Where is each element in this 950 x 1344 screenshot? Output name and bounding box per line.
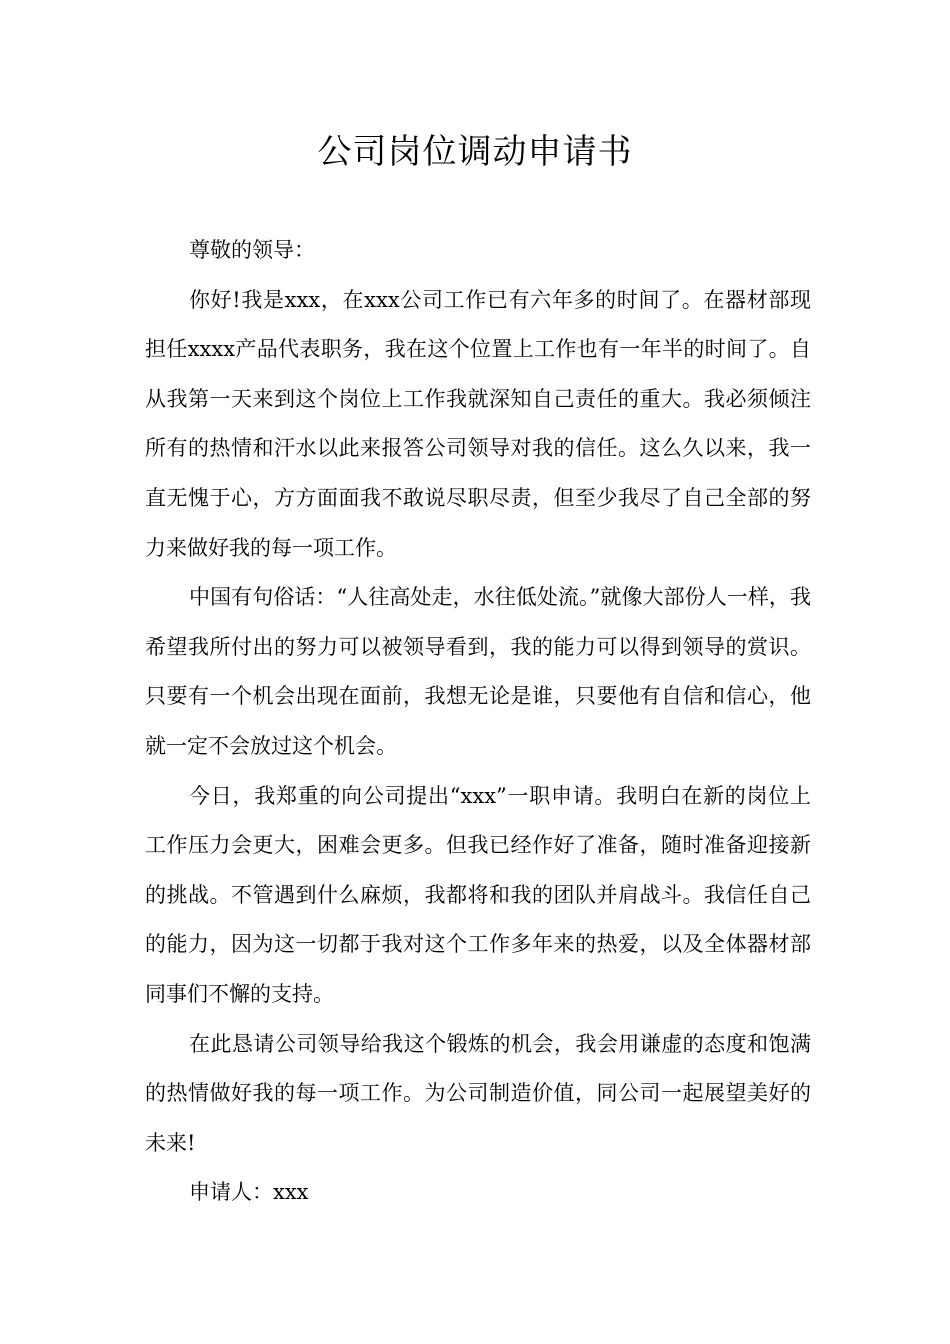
- body-paragraph-1: 你好!我是xxx，在xxx公司工作已有六年多的时间了。在器材部现担任xxxx产品代表职务，我在这个位置上工作也有一年半的时间了。自从我第一天来到这个岗位上工作我就深知自己责任的重大。我必须倾注所有的热情和汗水以此来报答公司领导对我的信任。这么久以来，我一直无愧于心，方方面面我不敢说尽职尽责，但至少我尽了自己全部的努力来做好我的每一项工作。: [145, 287, 811, 560]
- document-title: 公司岗位调动申请书: [317, 132, 633, 172]
- body-paragraph-4: 在此恳请公司领导给我这个锻炼的机会，我会用谦虚的态度和饱满的热情做好我的每一项工作。为公司制造价值，同公司一起展望美好的未来!: [145, 1031, 811, 1155]
- salutation: 尊敬的领导：: [189, 238, 315, 262]
- signature-line: 申请人：xxx: [189, 1180, 309, 1205]
- body-paragraph-2: 中国有句俗话：“人往高处走，水往低处流。”就像大部份人一样，我希望我所付出的努力可以被领导看到，我的能力可以得到领导的赏识。只要有一个机会出现在面前，我想无论是谁，只要他有自信和信心，他就一定不会放过这个机会。: [145, 585, 811, 758]
- document-body: [145, 226, 811, 1218]
- body-paragraph-3: 今日，我郑重的向公司提出“xxx”一职申请。我明白在新的岗位上工作压力会更大，困难会更多。但我已经作好了准备，随时准备迎接新的挑战。不管遇到什么麻烦，我都将和我的团队并肩战斗。我信任自己的能力，因为这一切都于我对这个工作多年来的热爱，以及全体器材部同事们不懈的支持。: [145, 783, 811, 1006]
